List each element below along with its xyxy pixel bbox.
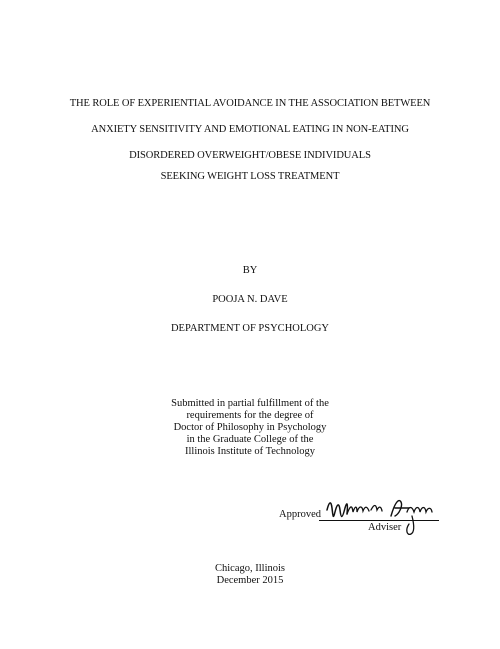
submission-line-1: Submitted in partial fulfillment of the [171, 398, 329, 409]
by-label: BY [242, 265, 258, 276]
submission-line-4: in the Graduate College of the [186, 434, 314, 445]
date: December 2015 [216, 575, 284, 586]
submission-line-2: requirements for the degree of [186, 410, 314, 421]
title-line-1: THE ROLE OF EXPERIENTIAL AVOIDANCE IN THE ASSOCIATION BETWEEN [69, 98, 431, 109]
approval-block [279, 500, 449, 540]
signature-line [319, 520, 439, 521]
submission-line-5: Illinois Institute of Technology [184, 446, 315, 457]
location: Chicago, Illinois [215, 563, 285, 574]
department-name: DEPARTMENT OF PSYCHOLOGY [170, 323, 330, 334]
approved-label: Approved [279, 509, 321, 520]
title-line-2: ANXIETY SENSITIVITY AND EMOTIONAL EATING IN NON-EATING [91, 124, 409, 135]
title-line-3: DISORDERED OVERWEIGHT/OBESE INDIVIDUALS [129, 150, 371, 161]
author-name: POOJA N. DAVE [212, 294, 288, 305]
adviser-label: Adviser [368, 522, 402, 533]
submission-line-3: Doctor of Philosophy in Psychology [173, 422, 327, 433]
title-line-4: SEEKING WEIGHT LOSS TREATMENT [160, 171, 340, 182]
